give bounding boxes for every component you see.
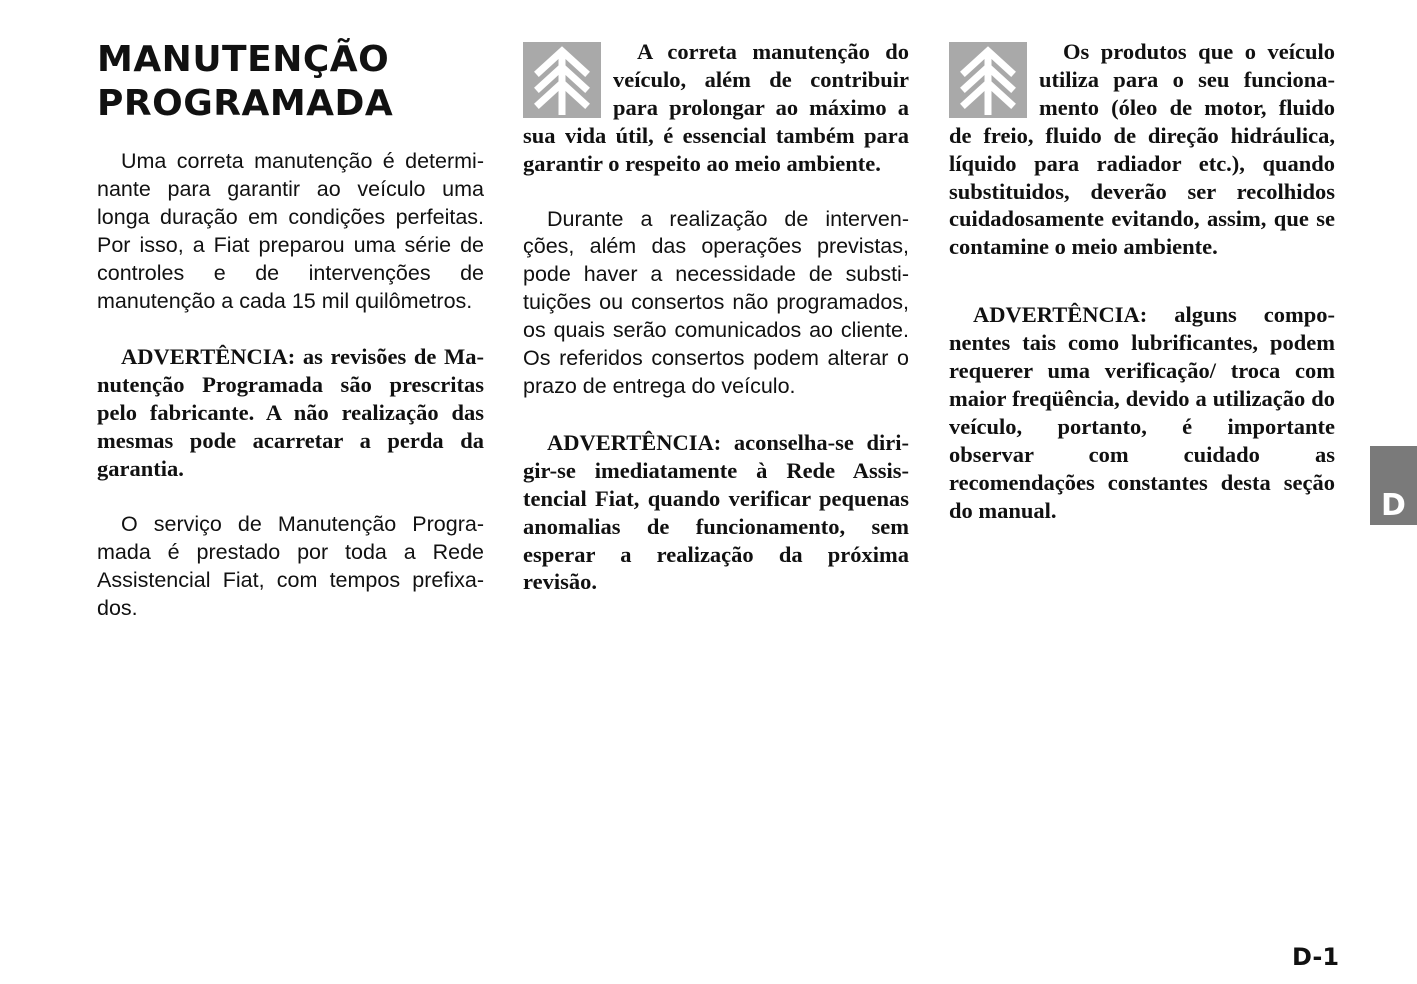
intro-paragraph: Uma correta manutenção é determinante para garantir ao veículo uma longa duração em condições perfeitas. Por isso, a Fiat preparou uma série de controles e de intervenções de manutenção a cada 15 mil quilômetros. [97,149,484,313]
section-tab [1370,446,1417,525]
page-number: D-1 [1292,943,1340,971]
warning-anomalies: ADVERTÊNCIA: aconselha-se dirigir-se imediatamente à Rede Assistencial Fiat, quando verificar pequenas anomalias de funcionamento, sem esperar a realização da próxima revisão. [523,429,909,595]
page-title-line1: MANUTENÇÃO [97,39,390,80]
column-1 [97,38,484,623]
page-title [97,38,484,126]
column-2 [523,38,909,596]
environment-tree-icon [523,42,601,118]
section-tab-letter: D [1381,488,1406,523]
eco-maintenance-note: A correta manutenção do veículo, além de contribuir para prolongar ao máximo a sua vida útil, é essencial também para garantir o respeito ao meio ambiente. [523,39,909,176]
environment-tree-icon [949,42,1027,118]
interventions-paragraph: Durante a realização de intervenções, além das operações previstas, pode haver a necessidade de substituições ou consertos não programados, os quais serão comunicados ao cliente. Os referidos consertos podem alterar o prazo de entrega do veículo. [523,206,909,398]
eco-products-note: Os produtos que o veículo utiliza para o seu funcionamento (óleo de motor, fluido de freio, fluido de direção hidráulica, líquido para radiador etc.), quando substituidos, deverão ser recolhidos cuidadosamente evitando, assim, que se contamine o meio ambiente. [949,39,1335,260]
column-3 [949,38,1335,525]
warning-components: ADVERTÊNCIA: alguns componentes tais como lubrificantes, podem requerer uma verificação/ troca com maior freqüência, devido a utilização do veículo, portanto, é importante observar com cuidado as recomendações constantes desta seção do manual. [949,302,1335,523]
warning-revisions: ADVERTÊNCIA: as revisões de Manutenção Programada são prescritas pelo fabricante. A não realização das mesmas pode acarretar a perda da garantia. [97,344,484,482]
page-title-line2: PROGRAMADA [97,83,394,124]
service-paragraph: O serviço de Manutenção Programada é prestado por toda a Rede Assistencial Fiat, com tempos prefixados. [97,511,484,620]
